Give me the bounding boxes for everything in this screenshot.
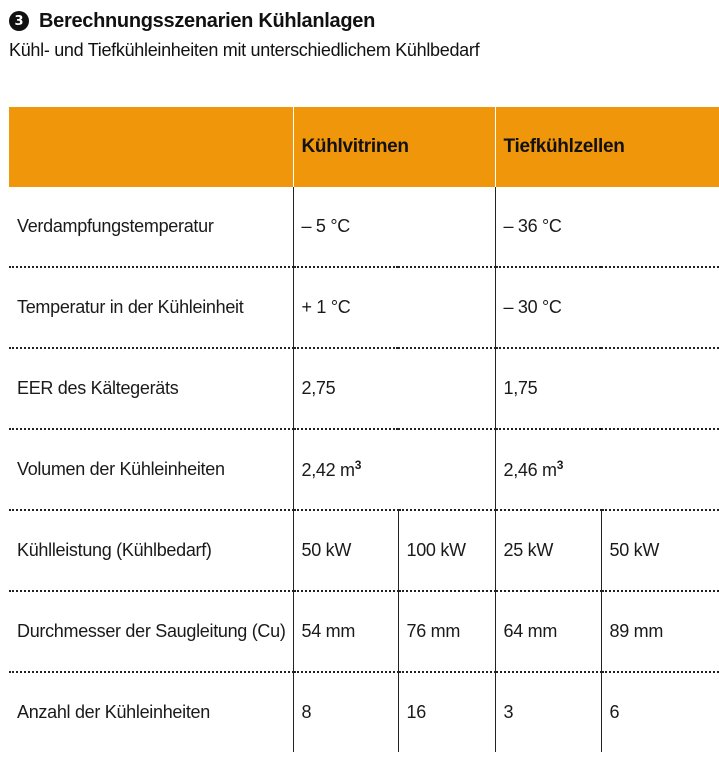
figure-heading <box>9 9 375 33</box>
value-tiefkuehlzellen-a: 25 kW <box>495 510 601 591</box>
value-kuehlvitrinen-a: 50 kW <box>293 510 398 591</box>
value-tiefkuehlzellen-a: 64 mm <box>495 591 601 672</box>
row-label: Kühlleistung (Kühlbedarf) <box>9 510 293 591</box>
header-label-cell <box>9 107 293 187</box>
volume-value: 2,42 m <box>301 460 355 480</box>
value-tiefkuehlzellen-b: 89 mm <box>601 591 719 672</box>
table-header-row <box>9 107 719 187</box>
value-kuehlvitrinen <box>293 429 495 510</box>
row-label: Durchmesser der Saugleitung (Cu) <box>9 591 293 672</box>
table-row <box>9 348 719 429</box>
figure-title: Berechnungsszenarien Kühlanlagen <box>39 9 376 32</box>
table-row <box>9 672 719 752</box>
value-kuehlvitrinen-b: 100 kW <box>398 510 495 591</box>
value-tiefkuehlzellen-b: 6 <box>601 672 719 752</box>
table-row <box>9 267 719 348</box>
value-tiefkuehlzellen-a: 3 <box>495 672 601 752</box>
row-label: Temperatur in der Kühleinheit <box>9 267 293 348</box>
figure-subtitle: Kühl- und Tiefkühleinheiten mit unterschiedlichem Kühlbedarf <box>9 40 480 60</box>
row-label: EER des Kältegeräts <box>9 348 293 429</box>
value-kuehlvitrinen-b: 76 mm <box>398 591 495 672</box>
row-label: Anzahl der Kühleinheiten <box>9 672 293 752</box>
table-row <box>9 187 719 267</box>
value-tiefkuehlzellen-b: 50 kW <box>601 510 719 591</box>
value-kuehlvitrinen-a: 54 mm <box>293 591 398 672</box>
header-tiefkuehlzellen: Tiefkühlzellen <box>495 107 719 187</box>
value-kuehlvitrinen: 2,75 <box>293 348 495 429</box>
value-tiefkuehlzellen: – 30 °C <box>495 267 719 348</box>
value-kuehlvitrinen-b: 16 <box>398 672 495 752</box>
table-row <box>9 510 719 591</box>
figure-number-badge: 3 <box>9 11 29 31</box>
table-row <box>9 429 719 510</box>
unit-exponent: 3 <box>556 458 564 472</box>
unit-exponent: 3 <box>354 458 362 472</box>
row-label: Verdampfungstemperatur <box>17 216 214 236</box>
value-tiefkuehlzellen <box>495 429 719 510</box>
value-kuehlvitrinen-a: 8 <box>293 672 398 752</box>
header-kuehlvitrinen: Kühlvitrinen <box>293 107 495 187</box>
cooling-scenarios-table <box>9 107 719 752</box>
volume-value: 2,46 m <box>503 460 557 480</box>
value-tiefkuehlzellen: 1,75 <box>495 348 719 429</box>
row-label: Volumen der Kühleinheiten <box>9 429 293 510</box>
table-row <box>9 591 719 672</box>
value-kuehlvitrinen: + 1 °C <box>293 267 495 348</box>
value-kuehlvitrinen: – 5 °C <box>293 187 495 267</box>
value-tiefkuehlzellen: – 36 °C <box>495 187 719 267</box>
